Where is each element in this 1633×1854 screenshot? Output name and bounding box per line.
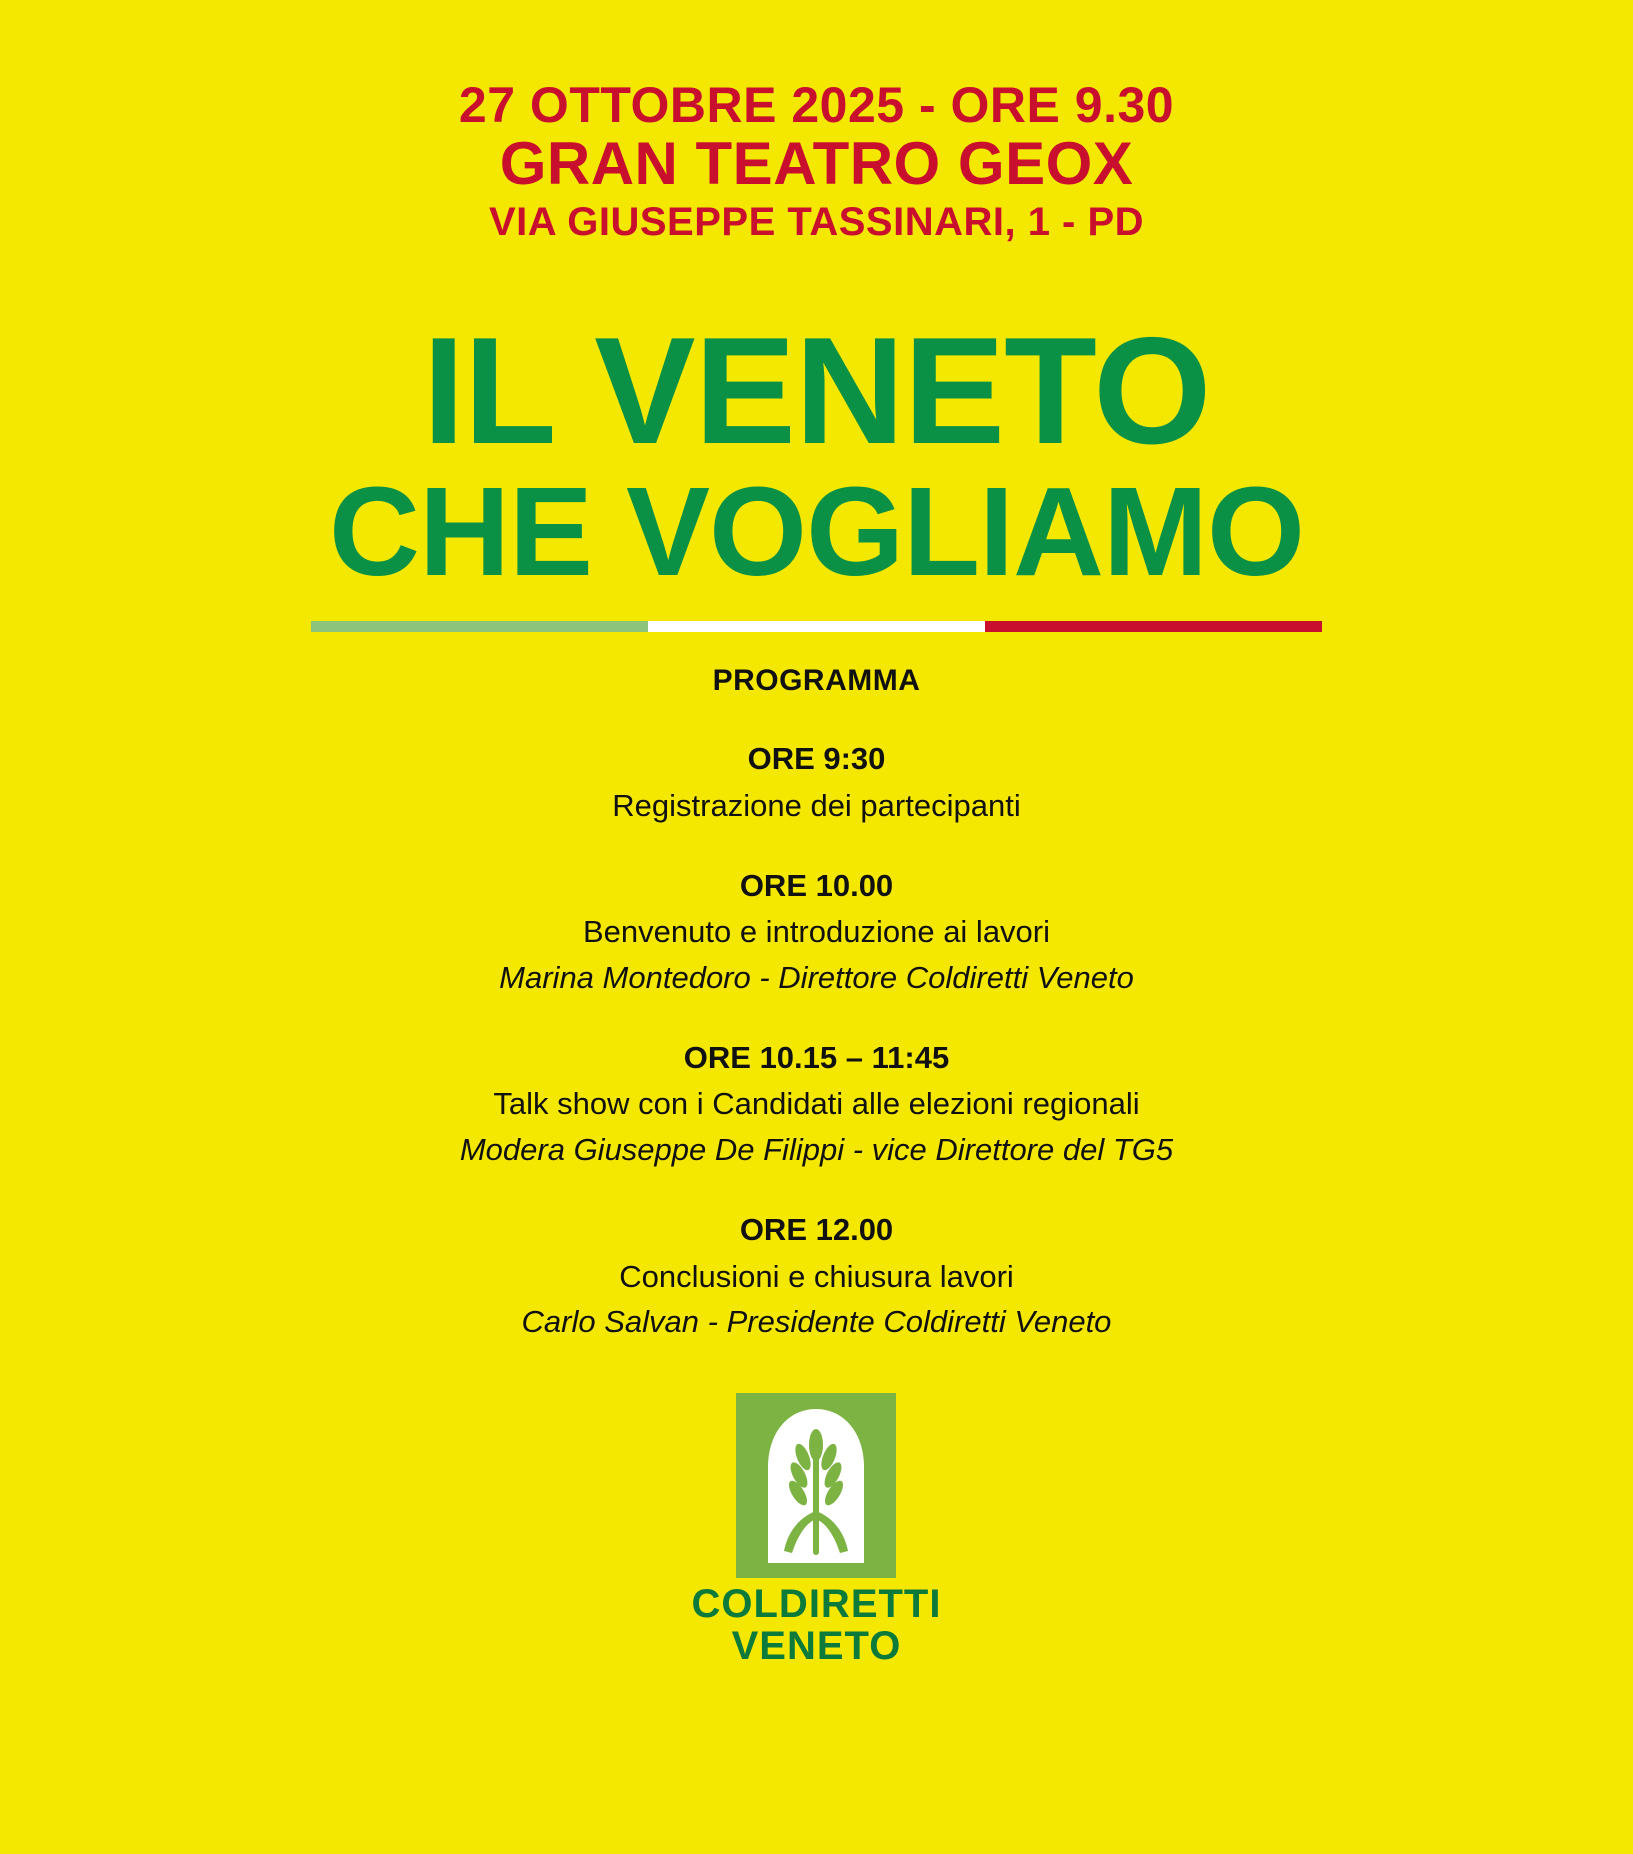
schedule-speaker: Modera Giuseppe De Filippi - vice Direttore del TG5 (459, 1132, 1174, 1168)
schedule-time: ORE 10.00 (739, 867, 894, 903)
schedule-description: Talk show con i Candidati alle elezioni regionali (493, 1086, 1140, 1122)
schedule-description: Registrazione dei partecipanti (612, 787, 1021, 823)
title-line-1: IL VENETO (422, 305, 1211, 476)
schedule-item (0, 863, 1633, 1001)
logo-wordmark (691, 1582, 942, 1669)
schedule-description: Conclusioni e chiusura lavori (619, 1258, 1014, 1294)
tricolore-green (311, 621, 648, 632)
tricolore-divider (311, 621, 1323, 632)
schedule-description: Benvenuto e introduzione ai lavori (582, 914, 1051, 950)
tricolore-red (985, 621, 1322, 632)
coldiretti-logo (691, 1393, 942, 1669)
event-venue: GRAN TEATRO GEOX (499, 130, 1134, 197)
programma-heading: PROGRAMMA (712, 664, 921, 698)
wheat-shield-icon (736, 1393, 896, 1578)
tricolore-white (648, 621, 985, 632)
schedule-item (0, 1207, 1633, 1345)
schedule-item (0, 1035, 1633, 1173)
schedule-speaker: Carlo Salvan - Presidente Coldiretti Veneto (521, 1304, 1112, 1340)
schedule-time: ORE 9:30 (747, 741, 886, 777)
schedule-speaker: Marina Montedoro - Direttore Coldiretti Veneto (499, 959, 1134, 995)
schedule-time: ORE 12.00 (739, 1212, 894, 1248)
logo-name-line-2: VENETO (731, 1624, 902, 1669)
schedule-item (0, 736, 1633, 828)
title-line-2: CHE VOGLIAMO (328, 461, 1305, 603)
programma-schedule (0, 708, 1633, 1345)
event-header (459, 78, 1174, 247)
schedule-time: ORE 10.15 – 11:45 (683, 1039, 950, 1075)
event-date-time: 27 OTTOBRE 2025 - ORE 9.30 (458, 77, 1175, 133)
event-address: VIA GIUSEPPE TASSINARI, 1 - PD (488, 199, 1145, 244)
poster-title (328, 305, 1305, 603)
logo-name-line-1: COLDIRETTI (691, 1582, 942, 1627)
